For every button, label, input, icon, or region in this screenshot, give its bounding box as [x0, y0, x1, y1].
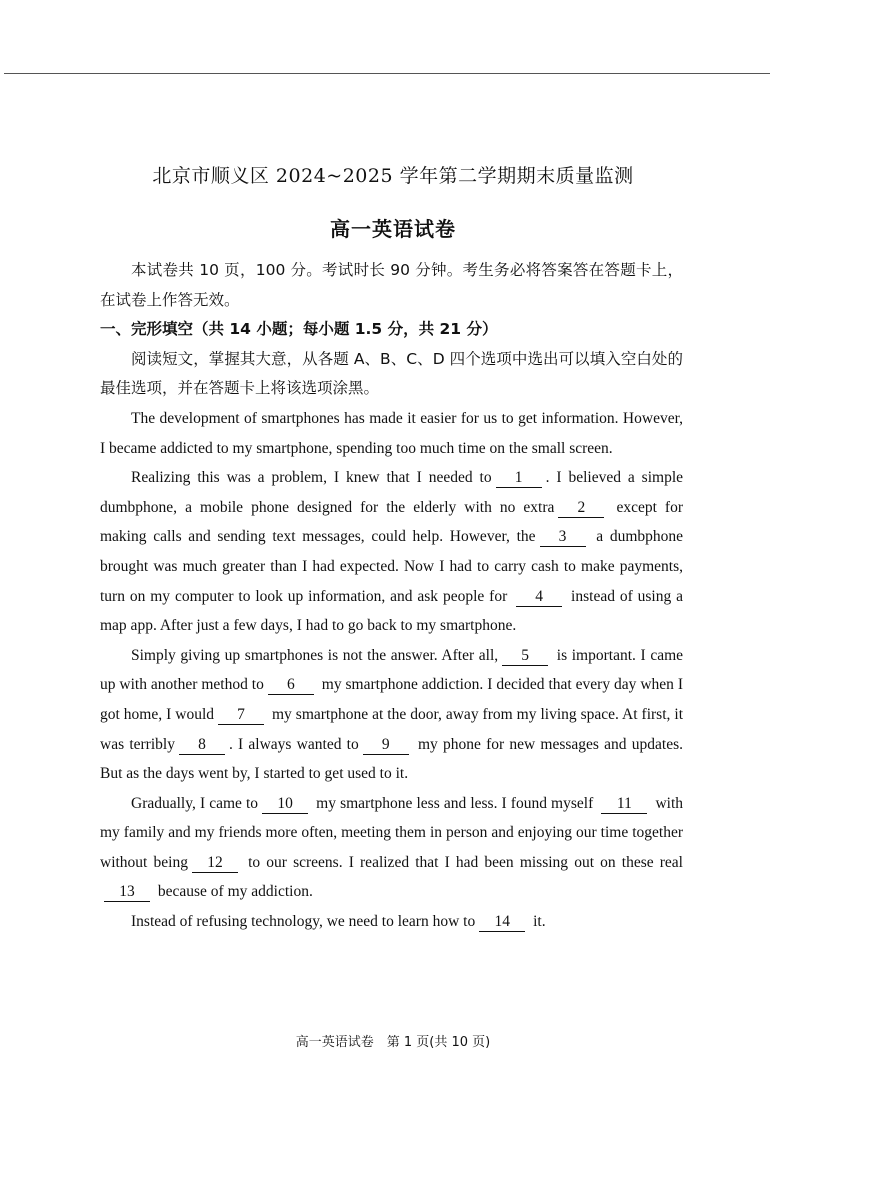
passage-paragraph-3: [100, 641, 683, 789]
blank-3: 3: [540, 528, 586, 547]
passage-text: with my family and my friends more often, meeting them in person and enjoying our time together without being: [100, 794, 684, 871]
passage-text: Gradually, I came to: [131, 794, 259, 812]
passage-text: is important. I came up with another method to: [100, 646, 684, 694]
exam-subtitle: 高一英语试卷: [330, 217, 456, 241]
blank-7: 7: [218, 706, 264, 725]
exam-title: 北京市顺义区 2024~2025 学年第二学期期末质量监测: [152, 165, 634, 187]
passage-paragraph-4: [100, 789, 683, 907]
passage-text: instead of using a map app. After just a few days, I had to go back to my smartphone.: [100, 587, 684, 635]
passage-paragraph-5: [100, 907, 683, 937]
section-heading: 一、完形填空（共 14 小题；每小题 1.5 分，共 21 分）: [100, 320, 498, 339]
blank-6: 6: [268, 676, 314, 695]
blank-8: 8: [179, 736, 225, 755]
blank-13: 13: [104, 883, 150, 902]
page-body: [100, 256, 683, 937]
passage-paragraph-1: The development of smartphones has made it easier for us to get information. However, I became addicted to my smartphone, spending too much time on the small screen.: [100, 409, 683, 457]
passage-text: Simply giving up smartphones is not the answer. After all,: [131, 646, 499, 664]
passage-text: because of my addiction.: [157, 883, 313, 901]
blank-4: 4: [516, 588, 562, 607]
blank-12: 12: [192, 854, 238, 873]
passage-text: my smartphone less and less. I found myself: [316, 794, 594, 812]
blank-14: 14: [479, 913, 525, 932]
passage-text: . I always wanted to: [228, 735, 359, 753]
passage-text: a dumbphone brought was much greater than I had expected. Now I had to carry cash to make payments, turn on my computer to look up information, and ask people for: [100, 528, 684, 605]
passage-text: except for making calls and sending text messages, could help. However, the: [100, 498, 684, 546]
passage-text: it.: [533, 913, 546, 931]
passage-text: . I believed a simple dumbphone, a mobile phone designed for the elderly with no extra: [100, 469, 684, 516]
blank-2: 2: [558, 499, 604, 518]
blank-11: 11: [601, 795, 647, 814]
passage-text: Realizing this was a problem, I knew that I needed to: [131, 469, 492, 487]
exam-instructions: 本试卷共 10 页，100 分。考试时长 90 分钟。考生务必将答案答在答题卡上，在试卷上作答无效。: [100, 261, 683, 309]
passage-paragraph-2: [100, 463, 683, 641]
passage-text: to our screens. I realized that I had been missing out on these real: [248, 853, 683, 871]
blank-9: 9: [363, 736, 409, 755]
blank-5: 5: [502, 647, 548, 666]
passage-text: Instead of refusing technology, we need to learn how to: [131, 913, 476, 931]
passage-text: my smartphone addiction. I decided that every day when I got home, I would: [100, 676, 683, 723]
passage-text: my smartphone at the door, away from my living space. At first, it was terribly: [100, 705, 683, 753]
page-footer: 高一英语试卷 第 1 页(共 10 页): [295, 1035, 491, 1050]
passage-text: my phone for new messages and updates. But as the days went by, I started to get used to it.: [100, 735, 683, 783]
top-rule: [4, 73, 770, 74]
blank-1: 1: [496, 469, 542, 488]
blank-10: 10: [262, 795, 308, 814]
section-instruction: 阅读短文，掌握其大意，从各题 A、B、C、D 四个选项中选出可以填入空白处的最佳选项，并在答题卡上将该选项涂黑。: [100, 349, 683, 398]
